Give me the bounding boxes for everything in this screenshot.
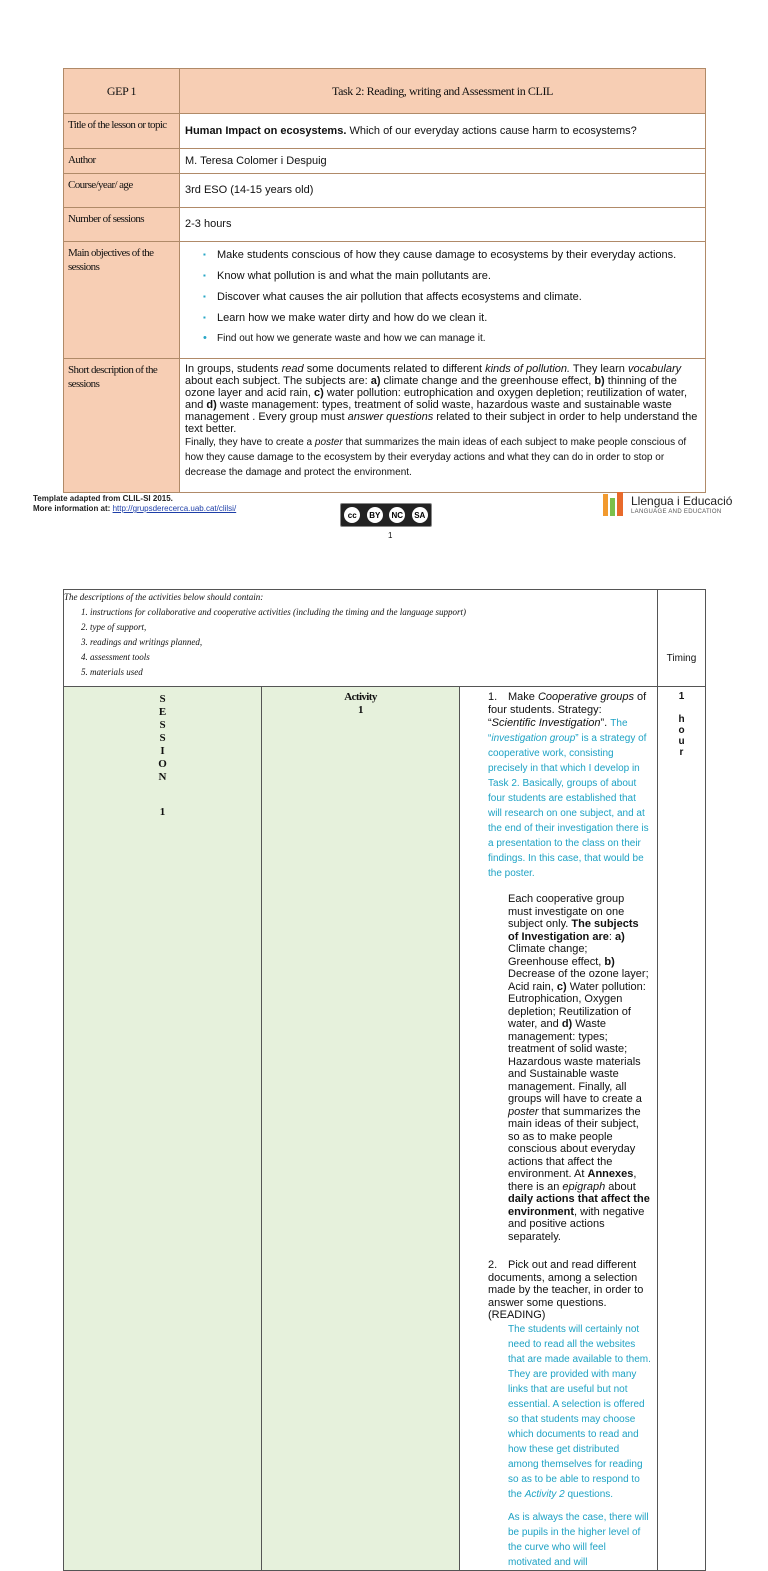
title-rest: Which of our everyday actions cause harm to ecosystems? (346, 124, 637, 137)
objective-item: • Find out how we generate waste and how we can manage it. (203, 333, 700, 345)
hour-letter: o (678, 725, 685, 736)
objective-item: ▪ Learn how we make water dirty and how do we clean it. (203, 312, 700, 324)
activity-label: Activity (344, 691, 377, 703)
session-letter: S (159, 719, 166, 731)
intro-item: 3. readings and writings planned, (90, 635, 657, 650)
session-number: 1 (159, 806, 166, 818)
hour-letter: h (678, 714, 685, 725)
short-description-value (180, 359, 706, 493)
activity-item-2-note: The students will certainly not need to read all the websites that are made available to them. They are provided with many links that are useful but not essential. A selection is offered so that students may choose which documents to read and how these get distributed among themselves for reading so as to be able to respond to the Activity 2 questions. (508, 1323, 651, 1500)
cc-icon: cc (344, 507, 360, 523)
objective-item: ▪ Discover what causes the air pollution that affects ecosystems and climate. (203, 291, 700, 303)
timing-cell (658, 687, 706, 1571)
footer-credits (33, 494, 236, 514)
objectives-label: Main objectives of the sessions (64, 242, 180, 359)
nc-icon: NC (389, 507, 405, 523)
hour-number: 1 (678, 691, 685, 702)
author-label: Author (64, 149, 180, 174)
hour-letter: u (678, 736, 685, 747)
llengua-logo (603, 492, 732, 518)
header-gep: GEP 1 (64, 69, 180, 114)
activity-content (460, 687, 658, 1571)
sessions-value: 2-3 hours (180, 208, 706, 242)
page-number: 1 (388, 531, 393, 540)
course-label: Course/year/ age (64, 174, 180, 208)
intro-item: 5. materials used (90, 665, 657, 680)
intro-item: 1. instructions for collaborative and cooperative activities (including the timing and the language support) (90, 605, 657, 620)
session-letter: O (158, 758, 167, 770)
intro-item: 4. assessment tools (90, 650, 657, 665)
activity-item-1: 1. Make Cooperative groups of four students. Strategy: “Scientific Investigation”. The “investigation group” is a strategy of cooperative work, consisting precisely in that which I develop in Task 2. Basically, groups of about four students are established that will research on one subject, and at the end of their investigation there is a presentation to the class on their findings. In this case, that would be the poster. (488, 691, 649, 879)
by-icon: BY (367, 507, 383, 523)
objectives-list (185, 249, 700, 345)
author-value: M. Teresa Colomer i Despuig (180, 149, 706, 174)
header-task: Task 2: Reading, writing and Assessment in CLIL (180, 69, 706, 114)
lesson-plan-table (63, 68, 706, 493)
course-value: 3rd ESO (14-15 years old) (180, 174, 706, 208)
session-letter: E (158, 706, 167, 718)
cc-license-badge (340, 503, 432, 527)
intro-list (64, 605, 657, 680)
activities-table (63, 589, 706, 1571)
sessions-label: Number of sessions (64, 208, 180, 242)
short-description-label: Short description of the sessions (64, 359, 180, 493)
logo-title: Llengua i Educació (631, 493, 733, 508)
title-label: Title of the lesson or topic (64, 114, 180, 149)
description-paragraph-1: In groups, students read some documents related to different kinds of pollution. They learn vocabulary about each subject. The subjects are: a) climate change and the greenhouse effect, b) thinning of the ozone layer and acid rain, c) water pollution: eutrophication and oxygen depletion; reutilization of water, and d) waste management: types, treatment of solid waste, hazardous waste and sustainable waste management . Every group must answer questions related to their subject in order to help understand the text better. (185, 363, 698, 435)
activity-item-2: 2. Pick out and read different documents, among a selection made by the teacher, in order to answer some questions. (READING) The students will certainly not need to read all the websites that are made available to them. They are provided with many links that are useful but not essential. A selection is offered so that students may choose which documents to read and how these get distributed among themselves for reading so as to be able to respond to the Activity 2 questions. As is always the case, there will be pupils in the higher level of the curve who will feel motivated and will (488, 1259, 651, 1568)
session-letter: N (158, 771, 167, 783)
activity-column (262, 687, 460, 1571)
activity-number: 1 (358, 704, 363, 716)
timing-header: Timing (658, 590, 706, 687)
footer-more-info: More information at: http://grupsderecerca.uab.cat/clilsi/ (33, 504, 237, 513)
session-column (64, 687, 262, 1571)
footer-template-line: Template adapted from CLIL-SI 2015. (33, 494, 173, 503)
footer-link[interactable]: http://grupsderecerca.uab.cat/clilsi/ (112, 504, 237, 513)
logo-subtitle: LANGUAGE AND EDUCATION (631, 508, 722, 515)
objectives-value (180, 242, 706, 359)
intro-item: 2. type of support, (90, 620, 657, 635)
item-number: 1. (488, 691, 498, 703)
title-bold: Human Impact on ecosystems. (185, 124, 347, 137)
session-letter: I (160, 745, 165, 757)
activities-intro (64, 590, 658, 687)
objective-item: ▪ Know what pollution is and what the main pollutants are. (203, 270, 700, 282)
activity-item-1-details: Each cooperative group must investigate on one subject only. The subjects of Investigation are: a) Climate change; Greenhouse effect, b) Decrease of the ozone layer; Acid rain, c) Water pollution: Eutrophication, Oxygen depletion; Reutilization of water, and d) Waste management: types; treatment of solid waste; Hazardous waste materials and Sustainable waste management. Finally, all groups will have to create a poster that summarizes the main ideas of their subject, so as to make people conscious about everyday actions that affect the environment. At Annexes, there is an epigraph about daily actions that affect the environment, with negative and positive actions separately. (508, 893, 650, 1243)
intro-heading: The descriptions of the activities below should contain: (64, 592, 264, 602)
title-value (180, 114, 706, 149)
item-number: 2. (488, 1259, 498, 1271)
llengua-logo-icon (603, 492, 625, 518)
sa-icon: SA (412, 507, 428, 523)
hour-letter: r (679, 747, 684, 758)
session-letter: S (159, 732, 166, 744)
activity-item-2-note-2: As is always the case, there will be pupils in the higher level of the curve who will feel motivated and will (508, 1511, 649, 1568)
description-paragraph-2: Finally, they have to create a poster that summarizes the main ideas of each subject to make people conscious of how they cause damage to the ecosystem by their everyday actions and what they can do in order to stop or decrease the damage and protect the environment. (185, 437, 687, 478)
session-letter: S (159, 693, 166, 705)
objective-item: ▪ Make students conscious of how they cause damage to ecosystems by their everyday actions. (203, 249, 700, 261)
